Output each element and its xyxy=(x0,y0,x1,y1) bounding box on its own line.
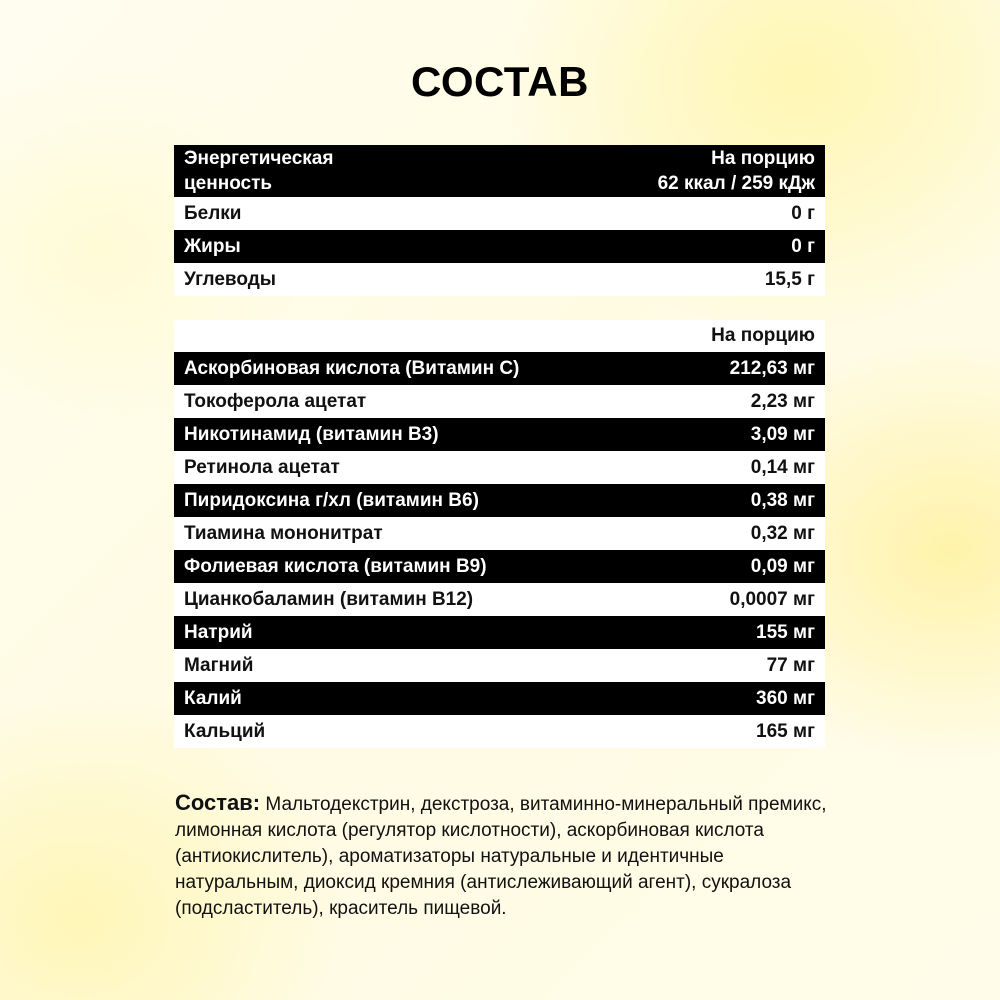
composition-text: Мальтодекстрин, декстроза, витаминно-минеральный премикс, лимонная кислота (регулятор кислотности), аскорбиновая кислота (антиокислитель), ароматизаторы натуральные и идентичные натуральным, диоксид кремния (антислеживающий агент), сукралоза (подсластитель), краситель пищевой. xyxy=(175,794,827,919)
micro-row xyxy=(174,418,825,451)
micro-row xyxy=(174,649,825,682)
macro-value: 0 г xyxy=(791,203,815,224)
composition-label: Состав: xyxy=(175,790,261,815)
micro-label: Пиридоксина г/хл (витамин В6) xyxy=(184,490,479,511)
energy-macros-table xyxy=(174,145,825,296)
micro-row xyxy=(174,517,825,550)
micro-label: Токоферола ацетат xyxy=(184,391,367,412)
micro-row xyxy=(174,352,825,385)
energy-value-line1: На порцию xyxy=(711,148,815,169)
micro-label: Аскорбиновая кислота (Витамин С) xyxy=(184,358,520,379)
micro-value: 0,14 мг xyxy=(750,457,815,478)
micro-label: Тиамина мононитрат xyxy=(184,523,383,544)
micro-row xyxy=(174,583,825,616)
micro-row xyxy=(174,682,825,715)
micro-value: 0,09 мг xyxy=(750,556,815,577)
micronutrients-table xyxy=(174,320,825,748)
energy-label xyxy=(184,146,333,196)
page-title: СОСТАВ xyxy=(411,58,589,105)
micro-label: Магний xyxy=(184,655,254,676)
macro-row-protein xyxy=(174,197,825,230)
macro-value: 15,5 г xyxy=(764,269,815,290)
macro-row-carbs xyxy=(174,263,825,296)
micro-row xyxy=(174,484,825,517)
macro-label: Жиры xyxy=(184,236,241,257)
micro-row xyxy=(174,715,825,748)
micro-label: Натрий xyxy=(184,622,253,643)
micro-value: 77 мг xyxy=(766,655,815,676)
micro-value: 360 мг xyxy=(756,688,815,709)
composition-paragraph xyxy=(175,790,835,922)
micro-label: Цианкобаламин (витамин В12) xyxy=(184,589,474,610)
energy-label-line1: Энергетическая xyxy=(184,148,334,169)
micro-row xyxy=(174,616,825,649)
micro-value: 0,38 мг xyxy=(750,490,815,511)
micro-value: 165 мг xyxy=(756,721,815,742)
micro-label: Калий xyxy=(184,688,242,709)
micro-label: Фолиевая кислота (витамин В9) xyxy=(184,556,487,577)
micro-value: 2,23 мг xyxy=(750,391,815,412)
macro-label: Белки xyxy=(184,203,242,224)
micro-row xyxy=(174,385,825,418)
micro-label: Кальций xyxy=(184,721,266,742)
energy-label-line2: ценность xyxy=(184,173,273,194)
micro-value: 212,63 мг xyxy=(729,358,815,379)
micro-value: 155 мг xyxy=(756,622,815,643)
micro-value: 0,0007 мг xyxy=(729,589,815,610)
macro-row-fat xyxy=(174,230,825,263)
micronutrients-header: На порцию xyxy=(174,320,825,352)
micro-label: Ретинола ацетат xyxy=(184,457,340,478)
micro-row xyxy=(174,550,825,583)
macro-value: 0 г xyxy=(791,236,815,257)
micro-value: 0,32 мг xyxy=(750,523,815,544)
micro-label: Никотинамид (витамин В3) xyxy=(184,424,439,445)
micro-row xyxy=(174,451,825,484)
energy-value-line2: 62 ккал / 259 кДж xyxy=(657,173,815,194)
energy-value xyxy=(658,146,815,196)
macro-label: Углеводы xyxy=(184,269,276,290)
energy-row xyxy=(174,145,825,197)
micro-value: 3,09 мг xyxy=(750,424,815,445)
